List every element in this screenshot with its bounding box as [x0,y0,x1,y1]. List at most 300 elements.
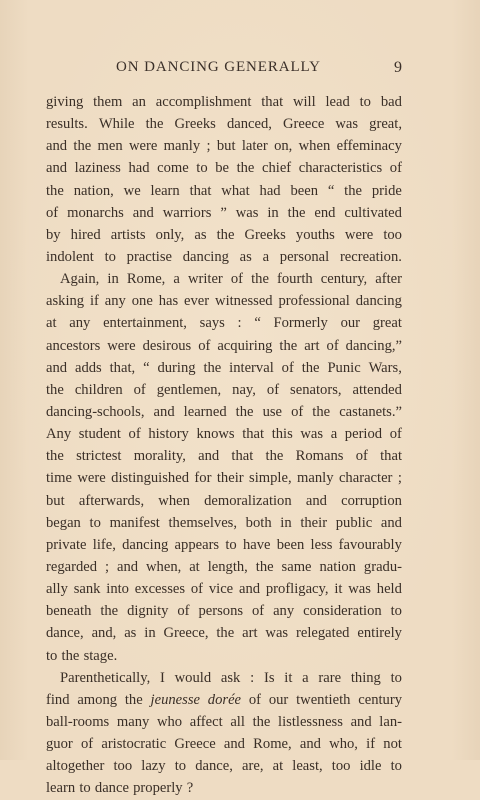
word: to [46,647,58,664]
word: the [100,603,119,620]
word: Formerly [273,315,328,332]
word: Romans [295,448,344,465]
word: dignity [127,603,169,620]
word: period [344,426,383,443]
word: and [223,736,245,753]
word: too [113,758,133,775]
word: a [262,248,270,265]
word: were [77,470,106,487]
word: simple, [249,470,292,487]
word: too [331,758,351,775]
word: listlessness [278,713,343,730]
word: of [198,337,211,354]
word: any [69,315,91,332]
word: chief [262,160,292,177]
text-line [46,578,402,600]
word: recreation. [339,248,402,265]
text-line [46,755,402,777]
word: of [80,736,94,753]
word: writer [187,271,223,288]
word: the [61,647,80,664]
word: a [173,271,180,288]
word: this [271,426,293,443]
text-line [46,202,402,224]
word: of [281,359,294,376]
word: were [107,337,136,354]
word: the [46,448,64,465]
word: of [128,426,141,443]
word: come [157,160,189,177]
word: all [230,713,245,730]
word: afterwards, [78,492,145,509]
word: altogether [46,758,105,775]
word: lazy [141,758,166,775]
word: character [338,470,393,487]
word: indolent [46,248,94,265]
word: : [237,315,242,332]
word: began [46,514,81,531]
word: public [335,514,373,531]
word: it [284,669,293,686]
word: will [292,94,316,110]
word: I [160,669,165,686]
word: dorée [207,691,242,708]
word: be [215,160,229,177]
word: Punic [327,359,361,376]
word: lead [325,94,350,110]
word: children [74,381,123,398]
word: of [355,448,368,465]
word: a [330,426,338,443]
word: Again, [60,271,100,288]
word: to [89,514,101,531]
word: was [335,116,359,133]
word: dance [94,780,129,797]
word: their [300,514,328,531]
word: later [241,138,268,155]
word: less [310,536,333,553]
word: nation [319,558,356,575]
word: Greece [283,116,325,133]
word: history [148,426,189,443]
word: beneath [46,603,92,620]
word: entertainment, [103,315,187,332]
word: that [380,448,402,465]
text-line [46,312,402,334]
word: Greece, [163,625,209,642]
word: to [390,758,402,775]
word: Parenthetically, [60,669,151,686]
text-line [46,180,402,202]
word: the [46,182,64,199]
word: jeunesse [150,691,200,708]
text-line [46,379,402,401]
word: that [261,94,284,110]
word: corruption [341,492,402,509]
word: gradu- [363,558,402,575]
word: dancing [182,248,229,265]
word: the [252,713,271,730]
word: to [174,758,187,775]
word: least, [292,758,323,775]
word: of [291,403,304,420]
word: great, [369,116,402,133]
word: on, [274,138,293,155]
word: a [302,669,309,686]
word: asking [46,293,85,310]
word: among [77,691,118,708]
word: of [190,581,204,598]
word: any [273,603,295,620]
word: been [276,536,305,553]
word: knows [196,426,235,443]
word: ball-rooms [46,713,110,730]
word: of [266,381,280,398]
body-text [46,91,402,800]
word: castanets.” [339,403,402,420]
word: in [267,204,279,221]
word: and [198,448,220,465]
text-line [46,423,402,445]
word: to [359,94,371,110]
word: learn [150,182,180,199]
word: of [133,381,146,398]
word: manifest [109,514,160,531]
word: century [358,691,402,708]
word: when [158,492,190,509]
word: adds [74,359,102,376]
word: consideration [303,603,382,620]
word: professional [278,293,350,310]
word: any [104,293,126,310]
word: “ [327,182,335,199]
word: at [272,758,284,775]
word: says [199,315,225,332]
word: use [262,403,283,420]
word: by [46,226,61,243]
word: it [334,581,343,598]
word: regarded [46,558,98,575]
word: been [290,182,318,199]
word: art [304,337,320,354]
word: what [221,182,250,199]
word: fourth [277,271,313,288]
word: cultivated [344,204,402,221]
word: into [106,581,129,598]
word: to [225,536,237,553]
word: practise [126,248,173,265]
word: stage. [83,647,118,664]
word: life, [92,536,116,553]
word: characteristics [298,160,383,177]
word: : [250,669,255,686]
word: While [98,116,135,133]
word: in [107,271,119,288]
text-line [46,335,402,357]
word: idle [359,758,382,775]
text-line [46,490,402,512]
word: demoralization [204,492,292,509]
word: as [194,226,207,243]
word: are, [242,758,264,775]
word: was [235,204,259,221]
word: dancing,” [345,337,402,354]
text-line [46,401,402,423]
word: desirous [142,337,192,354]
word: sank [73,581,101,598]
word: great [372,315,402,332]
word: danced, [226,116,272,133]
word: who [156,713,183,730]
word: interval [229,359,274,376]
word: senators, [290,381,342,398]
word: same [281,558,312,575]
word: too [383,226,402,243]
word: the [344,182,363,199]
word: distinguished [111,470,189,487]
word: the [265,448,284,465]
word: attended [352,381,402,398]
word: the [236,160,255,177]
word: and [46,160,68,177]
word: had [259,182,281,199]
word: thing [350,669,381,686]
word: have [242,536,271,553]
word: our [340,315,361,332]
word: of [389,426,402,443]
word: were [129,138,158,155]
word: dance, [46,625,84,642]
word: results. [46,116,88,133]
word: that [231,448,254,465]
word: length, [207,558,248,575]
text-line [46,113,402,135]
page-number: 9 [394,59,402,76]
word: when, [146,558,182,575]
word: aristocratic [101,736,167,753]
word: to [390,603,402,620]
word: find [46,691,70,708]
word: artists [110,226,146,243]
word: monarchs [67,204,124,221]
word: Greeks [244,226,286,243]
text-line [46,135,402,157]
text-line [46,689,402,711]
word: the [251,271,269,288]
word: persons [198,603,244,620]
word: the [73,138,92,155]
word: properly [133,780,183,797]
word: only, [155,226,185,243]
word: strictest [76,448,122,465]
word: in [144,625,156,642]
word: ally [46,581,68,598]
text-line [46,622,402,644]
word: who, [329,736,358,753]
word: dancing-schools, [46,403,145,420]
word: to [196,160,208,177]
word: lan- [379,713,402,730]
word: youths [295,226,335,243]
text-line [46,224,402,246]
word: morality, [133,448,186,465]
word: giving [46,94,84,110]
word: was [348,581,371,598]
word: themselves, [168,514,237,531]
word: in [280,514,292,531]
word: men [97,138,123,155]
word: nation, [73,182,114,199]
word: “ [143,359,150,376]
word: the [255,558,274,575]
word: but [46,492,65,509]
word: at [189,558,200,575]
word: gentlemen, [156,381,222,398]
word: both [245,514,272,531]
word: the [216,226,235,243]
word: the [145,116,164,133]
word: our [268,691,289,708]
word: rare [318,669,342,686]
word: had [128,160,150,177]
word: affect [189,713,223,730]
word: that, [109,359,136,376]
word: one [131,293,153,310]
text-line [46,645,402,667]
text-line [46,246,402,268]
word: that [242,426,265,443]
word: an [132,94,146,110]
word: vice [208,581,234,598]
word: held [376,581,402,598]
text-line [46,357,402,379]
word: was [300,426,324,443]
word: and [305,492,327,509]
text-line [46,467,402,489]
text-line [46,268,402,290]
word: the [312,403,331,420]
word: ? [186,780,194,797]
word: accomplishment [155,94,252,110]
word: and [132,204,154,221]
text-line [46,711,402,733]
word: century, [320,271,368,288]
word: of [46,204,59,221]
word: Any [46,426,72,443]
word: acquiring [217,337,273,354]
word: pride [371,182,402,199]
word: private [46,536,87,553]
word: Rome, [253,736,292,753]
word: for [194,470,212,487]
word: the [216,625,235,642]
word: during [157,359,196,376]
word: learned [183,403,227,420]
running-title: ON DANCING GENERALLY [116,59,321,75]
word: of [230,271,244,288]
word: and [153,403,175,420]
text-line [46,733,402,755]
text-line [46,600,402,622]
word: but [216,138,236,155]
word: the [301,359,320,376]
text-line [46,445,402,467]
word: dancing [355,293,402,310]
word: twentieth [296,691,351,708]
word: student [78,426,121,443]
word: their [216,470,244,487]
word: manly [163,138,201,155]
word: of [251,603,265,620]
word: at [46,315,57,332]
word: when [298,138,331,155]
word: “ [254,315,261,332]
word: and [116,558,139,575]
text-line [46,157,402,179]
text-line [46,91,402,113]
word: of [389,160,402,177]
word: personal [279,248,330,265]
word: end [314,204,336,221]
word: time [46,470,72,487]
word: warriors [162,204,212,221]
word: ancestors [46,337,101,354]
word: as [124,625,137,642]
word: Rome, [126,271,166,288]
word: Greece [174,736,216,753]
word: laziness [74,160,121,177]
word: and, [91,625,117,642]
word: and [46,359,68,376]
word: entirely [357,625,402,642]
word: Is [263,669,275,686]
word: dance, [195,758,233,775]
word: ; [104,558,110,575]
word: the [46,381,64,398]
word: of [326,337,339,354]
text-line [46,667,402,689]
word: if [89,293,99,310]
word: them [93,94,123,110]
word: the [287,204,306,221]
word: excesses [134,581,186,598]
word: to [390,669,402,686]
word: the [124,691,143,708]
word: guor [46,736,73,753]
word: learn [46,780,76,797]
word: witnessed [215,293,273,310]
word: of [177,603,190,620]
word: the [279,337,298,354]
word: art [242,625,258,642]
word: nay, [232,381,256,398]
word: has [158,293,179,310]
word: effeminacy [336,138,402,155]
word: to [104,248,116,265]
word: many [116,713,150,730]
word: ask [220,669,241,686]
word: after [375,271,402,288]
word: appears [174,536,220,553]
text-line [46,512,402,534]
word: ; [397,470,402,487]
word: was [265,625,289,642]
word: as [239,248,252,265]
word: hired [70,226,101,243]
word: and [46,138,68,155]
word: the [235,403,254,420]
word: were [344,226,374,243]
